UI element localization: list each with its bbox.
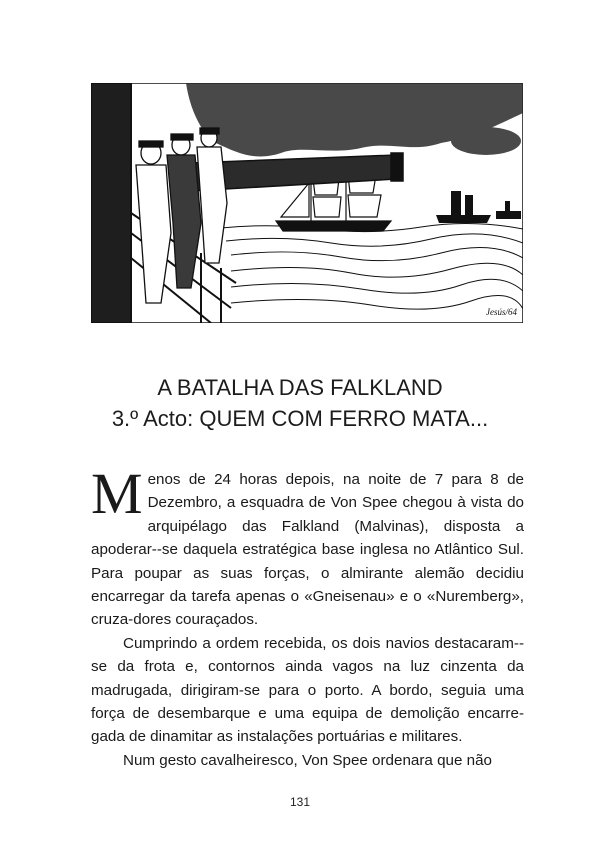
title-line-2: 3.º Acto: QUEM COM FERRO MATA... xyxy=(111,406,489,431)
page-number: 131 xyxy=(289,795,311,809)
artist-signature: Jesús/64 xyxy=(486,307,517,317)
title-line-1: A BATALHA DAS FALKLAND xyxy=(157,375,443,400)
body-text xyxy=(91,461,524,772)
chapter-title xyxy=(40,372,560,434)
drop-cap: M xyxy=(91,461,143,526)
paragraph-2: Cumprindo a ordem recebida, os dois navios destacaram--se da frota e, contornos ainda vagos na luz cinzenta da madrugada, dirigiram-se para o porto. A bordo, seguia uma força de desembarque e uma equipa de demolição encarre-gada de dinamitar as instalações portuárias e militares. xyxy=(91,634,524,746)
paragraph-3: Num gesto cavalheiresco, Von Spee ordenara que não xyxy=(123,751,492,769)
paragraph-1-text: enos de 24 horas depois, na noite de 7 para 8 de Dezembro, a esquadra de Von Spee chegou à vista do arquipélago das Falkland (Malvinas), disposta a apoderar--se daquela estratégica base inglesa no Atlântico Sul. Para poupar as suas forças, o almirante alemão decidiu encarregar da tarefa apenas o «Gneisenau» e o «Nuremberg», cruza-dores couraçados. xyxy=(91,471,524,629)
paragraph-1 xyxy=(91,461,524,632)
smoke-clouds xyxy=(186,83,523,156)
naval-battle-illustration xyxy=(91,83,523,323)
